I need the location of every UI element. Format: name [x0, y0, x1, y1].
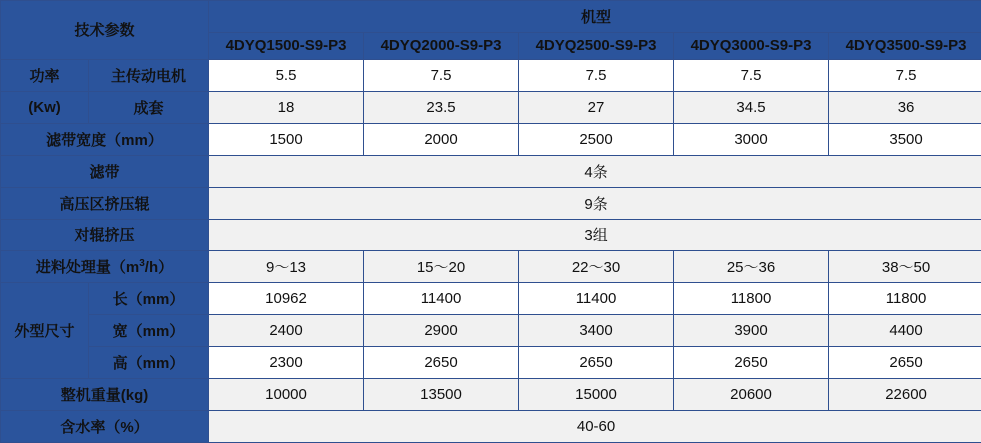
- table-row: [1, 155, 981, 187]
- table-row: [1, 347, 981, 379]
- rowgroup-power-label: 功率: [1, 59, 89, 91]
- model-col-3: 4DYQ2500-S9-P3: [519, 32, 674, 59]
- cell-value: 38～50: [829, 251, 981, 283]
- cell-value: 7.5: [829, 59, 981, 91]
- cell-value: 2650: [829, 347, 981, 379]
- cell-value: 2900: [364, 315, 519, 347]
- cell-value: 2400: [209, 315, 364, 347]
- table-row: [1, 187, 981, 219]
- cell-value: 36: [829, 91, 981, 123]
- cell-value: 2650: [364, 347, 519, 379]
- cell-value: 3400: [519, 315, 674, 347]
- cell-value: 11800: [829, 283, 981, 315]
- table-row: [1, 283, 981, 315]
- row-roller-press-label: 对辊挤压: [1, 219, 209, 251]
- param-header-cell: 技术参数: [1, 1, 209, 60]
- cell-value-merged: 9条: [209, 187, 981, 219]
- cell-value: 3900: [674, 315, 829, 347]
- cell-value: 3500: [829, 123, 981, 155]
- cell-value: 3000: [674, 123, 829, 155]
- cell-value: 10962: [209, 283, 364, 315]
- row-moisture-content-label: 含水率（%）: [1, 411, 209, 443]
- cell-value: 25～36: [674, 251, 829, 283]
- feed-capacity-label-sup: 3: [139, 258, 145, 270]
- cell-value-merged: 40-60: [209, 411, 981, 443]
- cell-value: 22600: [829, 379, 981, 411]
- cell-value: 20600: [674, 379, 829, 411]
- table-row: [1, 219, 981, 251]
- row-high-pressure-roller-label: 高压区挤压辊: [1, 187, 209, 219]
- rowgroup-power-unit-label: (Kw): [1, 91, 89, 123]
- cell-value: 2650: [674, 347, 829, 379]
- table-row-header-top: [1, 1, 981, 33]
- cell-value-merged: 4条: [209, 155, 981, 187]
- table-row: [1, 379, 981, 411]
- row-feed-capacity-label: [1, 251, 209, 283]
- feed-capacity-label-pre: 进料处理量（m: [35, 259, 140, 277]
- cell-value-merged: 3组: [209, 219, 981, 251]
- table-row: [1, 315, 981, 347]
- cell-value: 27: [519, 91, 674, 123]
- row-height-label: 高（mm）: [89, 347, 209, 379]
- cell-value: 15～20: [364, 251, 519, 283]
- table-row: [1, 91, 981, 123]
- model-col-4: 4DYQ3000-S9-P3: [674, 32, 829, 59]
- row-main-motor-label: 主传动电机: [89, 59, 209, 91]
- cell-value: 2000: [364, 123, 519, 155]
- cell-value: 5.5: [209, 59, 364, 91]
- model-col-1: 4DYQ1500-S9-P3: [209, 32, 364, 59]
- cell-value: 13500: [364, 379, 519, 411]
- row-complete-set-label: 成套: [89, 91, 209, 123]
- cell-value: 10000: [209, 379, 364, 411]
- row-width-label: 宽（mm）: [89, 315, 209, 347]
- cell-value: 23.5: [364, 91, 519, 123]
- table-row: [1, 411, 981, 443]
- cell-value: 2300: [209, 347, 364, 379]
- cell-value: 7.5: [674, 59, 829, 91]
- cell-value: 7.5: [364, 59, 519, 91]
- row-length-label: 长（mm）: [89, 283, 209, 315]
- model-header-cell: 机型: [209, 1, 981, 33]
- feed-capacity-label-post: /h）: [144, 259, 174, 277]
- cell-value: 2650: [519, 347, 674, 379]
- cell-value: 2500: [519, 123, 674, 155]
- cell-value: 11800: [674, 283, 829, 315]
- cell-value: 4400: [829, 315, 981, 347]
- cell-value: 1500: [209, 123, 364, 155]
- row-belt-width-label: 滤带宽度（mm）: [1, 123, 209, 155]
- model-col-2: 4DYQ2000-S9-P3: [364, 32, 519, 59]
- cell-value: 15000: [519, 379, 674, 411]
- table-row: [1, 59, 981, 91]
- table-row: [1, 123, 981, 155]
- cell-value: 7.5: [519, 59, 674, 91]
- cell-value: 11400: [364, 283, 519, 315]
- cell-value: 11400: [519, 283, 674, 315]
- model-col-5: 4DYQ3500-S9-P3: [829, 32, 981, 59]
- row-filter-belt-label: 滤带: [1, 155, 209, 187]
- table-row: [1, 251, 981, 283]
- cell-value: 9～13: [209, 251, 364, 283]
- cell-value: 22～30: [519, 251, 674, 283]
- cell-value: 34.5: [674, 91, 829, 123]
- rowgroup-dimensions-label: 外型尺寸: [1, 283, 89, 379]
- row-total-weight-label: 整机重量(kg): [1, 379, 209, 411]
- cell-value: 18: [209, 91, 364, 123]
